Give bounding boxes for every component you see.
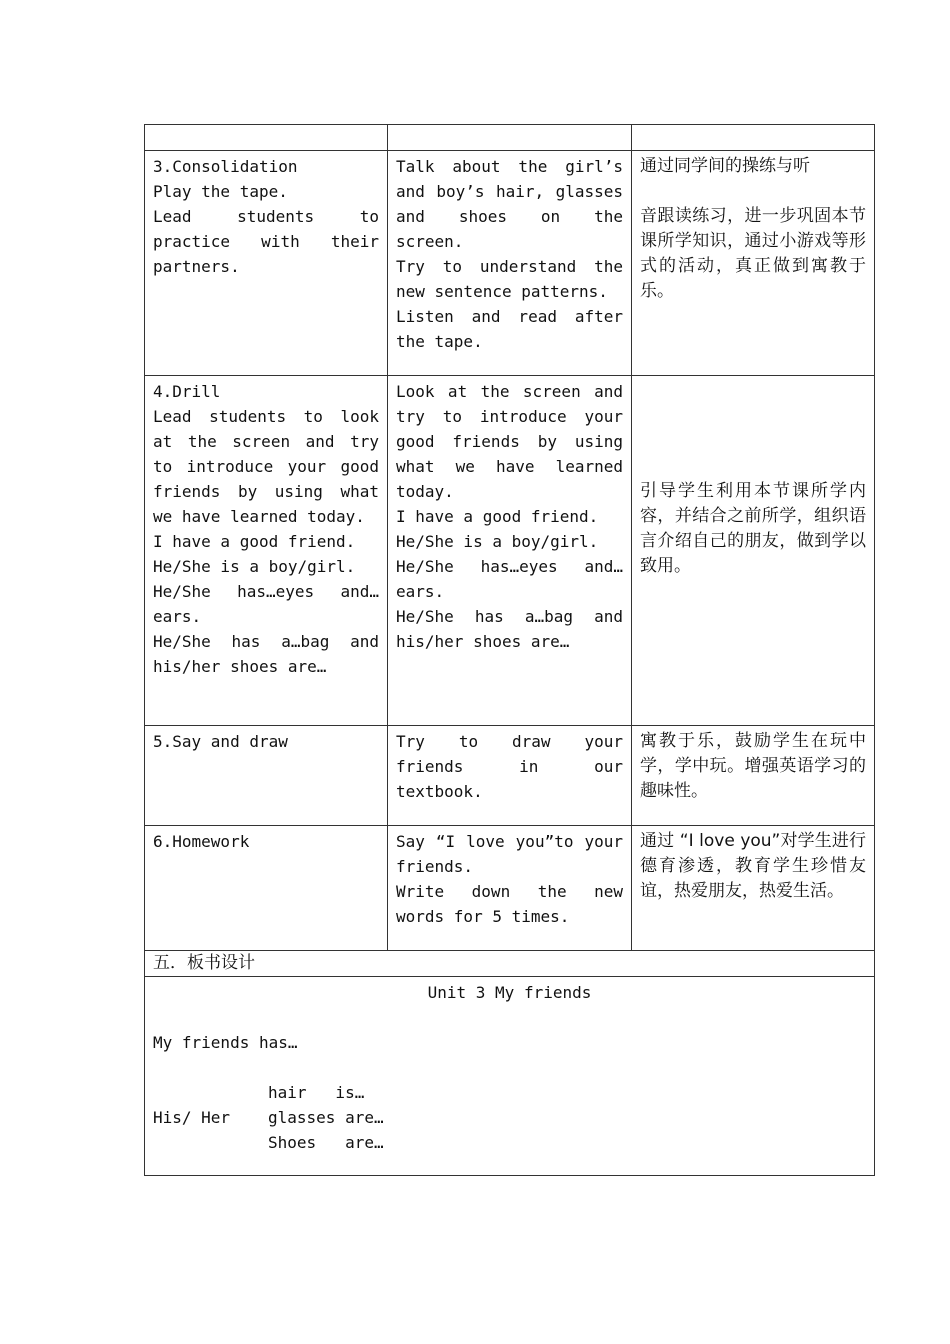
step-text: Lead students to practice with their partners. [153, 207, 379, 276]
step-text: He/She has a…bag and his/her shoes are… [153, 632, 379, 676]
step-cell [145, 826, 388, 951]
section-heading: 五．板书设计 [145, 951, 875, 977]
activity-text: Write down the new words for 5 times. [396, 882, 623, 926]
board-item: Shoes are… [268, 1133, 384, 1152]
step-cell [145, 151, 388, 376]
board-item: glasses are… [268, 1108, 384, 1127]
activity-text: Look at the screen and try to introduce your good friends by using what we have learned today. [396, 382, 623, 501]
activity-text: He/She has…eyes and…ears. [396, 557, 623, 601]
activity-text: He/She is a boy/girl. [396, 532, 599, 551]
table-row [145, 151, 875, 376]
activity-text: Say “I love you”to your friends. [396, 832, 623, 876]
empty-cell [632, 125, 875, 151]
purpose-cell [632, 826, 875, 951]
board-design-cell [145, 977, 875, 1176]
activity-cell [388, 376, 632, 726]
activity-text: Try to draw your friends in our textbook. [396, 732, 623, 801]
blank-line [153, 1005, 866, 1030]
activity-text: Try to understand the new sentence patterns. [396, 257, 623, 301]
blank-line [640, 179, 866, 204]
activity-text: Talk about the girl’s and boy’s hair, glasses and shoes on the screen. [396, 157, 623, 251]
step-cell [145, 726, 388, 826]
step-title: 4.Drill [153, 382, 221, 401]
activity-text: Listen and read after the tape. [396, 307, 623, 351]
empty-cell [145, 125, 388, 151]
empty-cell [388, 125, 632, 151]
purpose-cell [632, 151, 875, 376]
purpose-text: 寓教于乐，鼓励学生在玩中学，学中玩。增强英语学习的趣味性。 [640, 731, 866, 801]
table-header-row [145, 125, 875, 151]
board-label: His/ Her [153, 1108, 231, 1127]
purpose-cell [632, 376, 875, 726]
step-text: Play the tape. [153, 182, 288, 201]
board-line: My friends has… [153, 1033, 298, 1052]
purpose-text: 引导学生利用本节课所学内容，并结合之前所学，组织语言介绍自己的朋友，做到学以致用。 [640, 481, 866, 576]
activity-text: He/She has a…bag and his/her shoes are… [396, 607, 623, 651]
activity-cell [388, 726, 632, 826]
activity-cell [388, 151, 632, 376]
step-title: 5.Say and draw [153, 732, 288, 751]
step-text: Lead students to look at the screen and try to introduce your good friends by using what we have learned today. [153, 407, 379, 526]
step-text: He/She has…eyes and…ears. [153, 582, 379, 626]
step-cell [145, 376, 388, 726]
board-items [268, 1080, 384, 1155]
lesson-table [144, 124, 875, 1176]
lesson-plan-page [144, 124, 866, 1176]
step-title: 6.Homework [153, 832, 250, 851]
purpose-text: 通过同学间的操练与听 [640, 156, 810, 176]
table-row [145, 726, 875, 826]
blank-line [153, 1055, 866, 1080]
table-row [145, 376, 875, 726]
step-title: 3.Consolidation [153, 157, 298, 176]
board-title: Unit 3 My friends [427, 983, 592, 1002]
purpose-text: 通过 “I love you”对学生进行德育渗透，教育学生珍惜友谊，热爱朋友，热爱生活。 [640, 831, 866, 901]
board-design-row [145, 977, 875, 1176]
purpose-text: 音跟读练习，进一步巩固本节课所学知识，通过小游戏等形式的活动，真正做到寓教于乐。 [640, 206, 866, 301]
purpose-cell [632, 726, 875, 826]
board-block [153, 1080, 866, 1155]
step-text: I have a good friend. [153, 532, 356, 551]
activity-text: I have a good friend. [396, 507, 599, 526]
section-heading-row [145, 951, 875, 977]
board-item: hair is… [268, 1083, 365, 1102]
step-text: He/She is a boy/girl. [153, 557, 356, 576]
activity-cell [388, 826, 632, 951]
table-row [145, 826, 875, 951]
